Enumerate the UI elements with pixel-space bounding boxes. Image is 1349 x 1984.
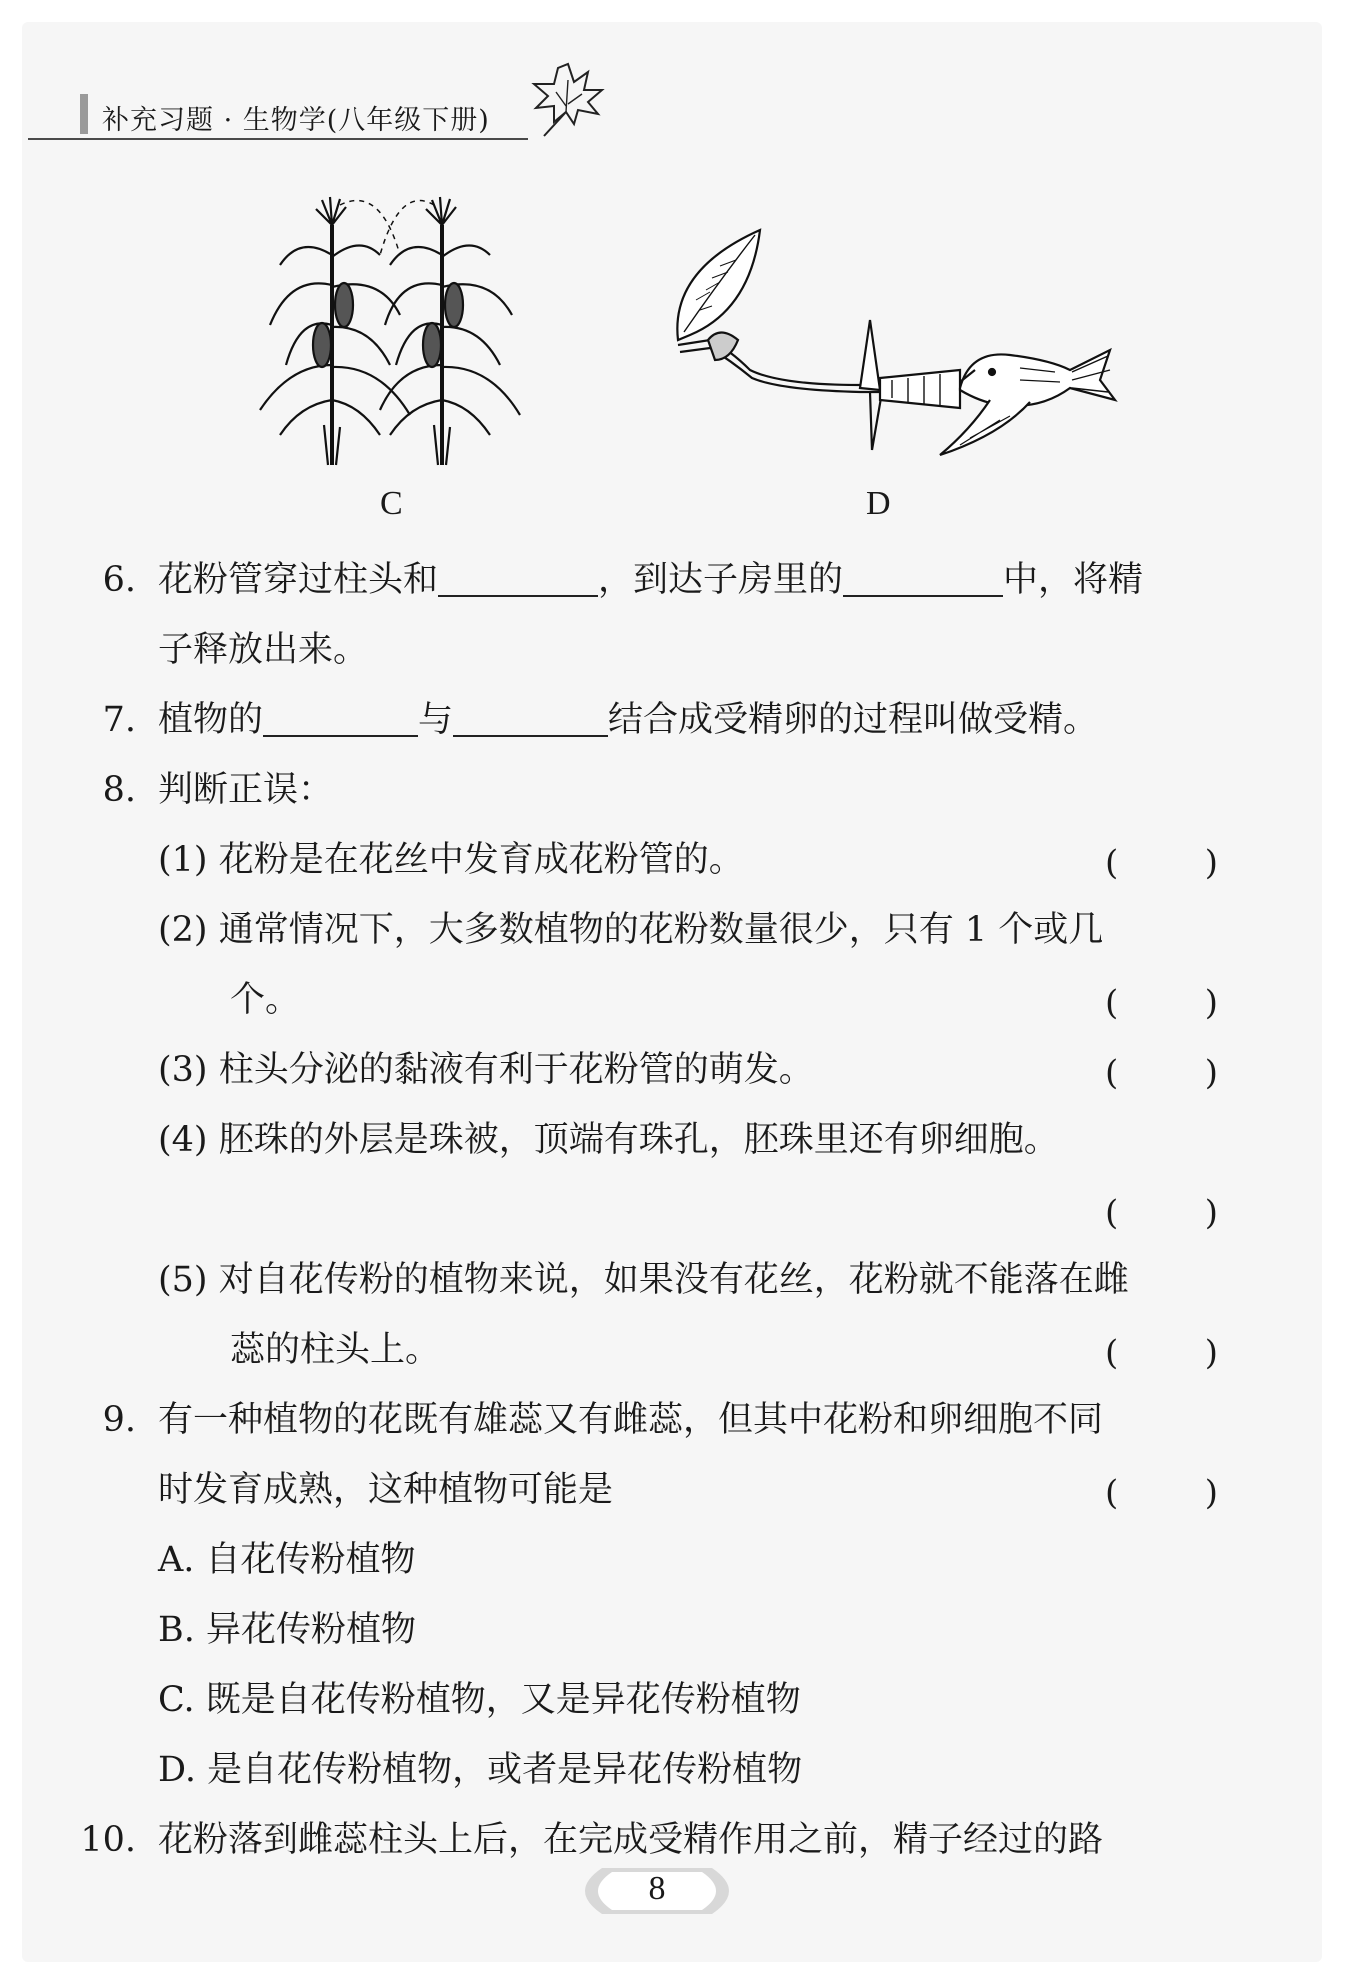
- question-10-line-1: 花粉落到雌蕊柱头上后，在完成受精作用之前，精子经过的路: [158, 1820, 1104, 1860]
- corn-plants-illustration: [250, 195, 530, 470]
- answer-paren[interactable]: ( ): [1105, 983, 1218, 1023]
- tf-item-3: (3) 柱头分泌的黏液有利于花粉管的萌发。: [158, 1050, 814, 1090]
- option-b[interactable]: B. 异花传粉植物: [158, 1610, 416, 1650]
- hummingbird-flower-illustration: [660, 220, 1120, 460]
- page-number: 8: [648, 1870, 666, 1907]
- option-c[interactable]: C. 既是自花传粉植物，又是异花传粉植物: [158, 1680, 801, 1720]
- tf-item-5-line-2: 蕊的柱头上。: [230, 1330, 441, 1370]
- question-6-line-2: 子释放出来。: [158, 630, 369, 670]
- question-9-line-2: 时发育成熟，这种植物可能是: [158, 1470, 614, 1510]
- header-title: 补充习题 · 生物学(八年级下册): [102, 105, 490, 136]
- question-6-line-1: 花粉管穿过柱头和 ，到达子房里的 中，将精: [158, 560, 1144, 600]
- answer-paren[interactable]: ( ): [1105, 1333, 1218, 1373]
- tf-item-1: (1) 花粉是在花丝中发育成花粉管的。: [158, 840, 744, 880]
- tf-item-2-line-2: 个。: [230, 980, 301, 1020]
- answer-blank[interactable]: [843, 565, 1003, 597]
- answer-blank[interactable]: [263, 705, 418, 737]
- answer-blank[interactable]: [453, 705, 608, 737]
- figure-d-label: D: [866, 485, 891, 522]
- maple-leaf-icon: [528, 60, 606, 140]
- tf-item-2: (2) 通常情况下，大多数植物的花粉数量很少，只有 1 个或几: [158, 910, 1104, 950]
- question-9-line-1: 有一种植物的花既有雄蕊又有雌蕊，但其中花粉和卵细胞不同: [158, 1400, 1104, 1440]
- question-7-text: 植物的 与 结合成受精卵的过程叫做受精。: [158, 700, 1099, 740]
- tf-item-4: (4) 胚珠的外层是珠被，顶端有珠孔，胚珠里还有卵细胞。: [158, 1120, 1059, 1160]
- answer-paren[interactable]: ( ): [1105, 1053, 1218, 1093]
- option-a[interactable]: A. 自花传粉植物: [158, 1540, 416, 1580]
- header-bar: [80, 94, 88, 134]
- figure-c-label: C: [380, 485, 403, 522]
- answer-paren[interactable]: ( ): [1105, 843, 1218, 883]
- tf-item-5: (5) 对自花传粉的植物来说，如果没有花丝，花粉就不能落在雌: [158, 1260, 1129, 1300]
- running-header: [80, 80, 600, 138]
- option-d[interactable]: D. 是自花传粉植物，或者是异花传粉植物: [158, 1750, 803, 1790]
- answer-paren[interactable]: ( ): [1105, 1193, 1218, 1233]
- answer-blank[interactable]: [438, 565, 598, 597]
- question-8-title: 判断正误：: [158, 770, 334, 810]
- header-rule: [28, 138, 528, 140]
- answer-paren[interactable]: ( ): [1105, 1473, 1218, 1513]
